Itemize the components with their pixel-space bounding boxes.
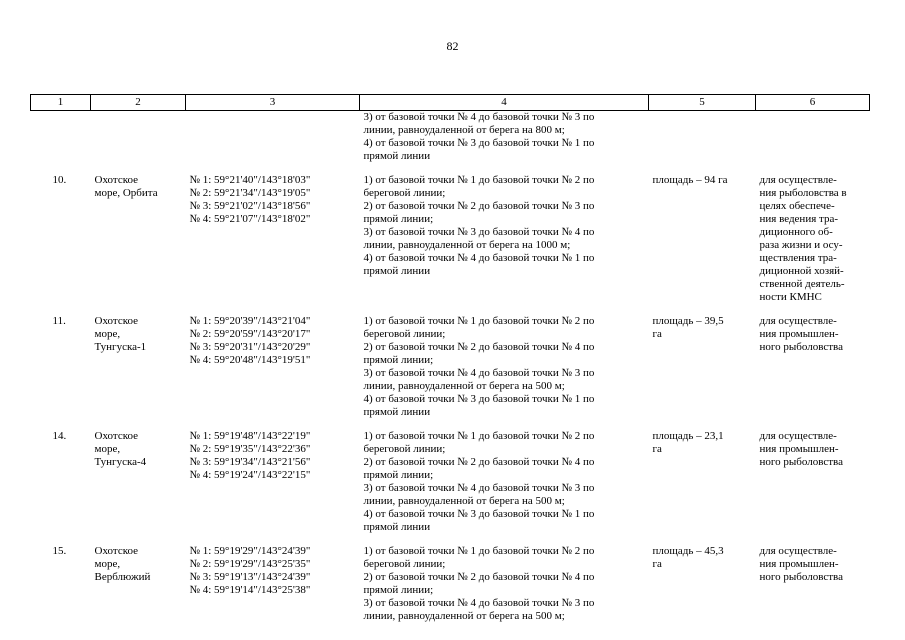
- text-line: 4) от базовой точки № 3 до базовой точки № 1 по: [363, 137, 595, 149]
- continuation-row: [31, 111, 870, 164]
- header-col-1: 1: [31, 95, 91, 111]
- text-line: площадь – 94 га: [652, 174, 728, 186]
- text-line: № 1: 59°19'48"/143°22'19": [189, 430, 311, 442]
- text-line: 1) от базовой точки № 1 до базовой точки № 2 по: [363, 545, 595, 557]
- text-line: га: [652, 443, 662, 455]
- text-line: № 1: 59°21'40"/143°18'03": [189, 174, 311, 186]
- text-line: ного рыболовства: [759, 571, 843, 583]
- text-line: диционного об-: [759, 226, 833, 238]
- text-line: Верблюжий: [94, 571, 151, 583]
- text-line: № 2: 59°19'29"/143°25'35": [189, 558, 311, 570]
- text-line: береговой линии;: [363, 187, 446, 199]
- boundary-description: [360, 304, 649, 419]
- text-line: линии, равноудаленной от берега на 800 м;: [363, 124, 565, 136]
- row-number: [31, 534, 91, 623]
- text-line: Охотское: [94, 545, 139, 557]
- text-line: Охотское: [94, 315, 139, 327]
- area-name: [91, 163, 186, 304]
- text-line: линии, равноудаленной от берега на 1000 м;: [363, 239, 571, 251]
- text-line: 1) от базовой точки № 1 до базовой точки № 2 по: [363, 174, 595, 186]
- text-line: для осуществле-: [759, 545, 837, 557]
- area-name: [91, 534, 186, 623]
- table-row: [31, 163, 870, 304]
- text-line: 1) от базовой точки № 1 до базовой точки № 2 по: [363, 315, 595, 327]
- text-line: 4) от базовой точки № 3 до базовой точки № 1 по: [363, 393, 595, 405]
- text-line: прямой линии: [363, 265, 431, 277]
- text-line: ществления тра-: [759, 252, 837, 264]
- base-point-coordinates: [186, 163, 360, 304]
- text-line: море,: [94, 443, 121, 455]
- text-line: линии, равноудаленной от берега на 500 м;: [363, 610, 565, 622]
- text-line: прямой линии: [363, 406, 431, 418]
- text-line: целях обеспече-: [759, 200, 835, 212]
- text-line: 2) от базовой точки № 2 до базовой точки № 4 по: [363, 341, 595, 353]
- text-line: ного рыболовства: [759, 456, 843, 468]
- text-line: № 4: 59°21'07"/143°18'02": [189, 213, 311, 225]
- table-header-row: [31, 95, 870, 111]
- text-line: прямой линии;: [363, 213, 434, 225]
- text-line: 2) от базовой точки № 2 до базовой точки № 4 по: [363, 456, 595, 468]
- text-line: 3) от базовой точки № 4 до базовой точки № 3 по: [363, 482, 595, 494]
- text-line: прямой линии: [363, 150, 431, 162]
- base-point-coordinates: [186, 304, 360, 419]
- text-line: 15.: [52, 545, 67, 557]
- text-line: № 4: 59°19'14"/143°25'38": [189, 584, 311, 596]
- text-line: 10.: [52, 174, 67, 186]
- boundary-description: [360, 534, 649, 623]
- text-line: № 2: 59°21'34"/143°19'05": [189, 187, 311, 199]
- text-line: Тунгуска-1: [94, 341, 147, 353]
- text-line: береговой линии;: [363, 328, 446, 340]
- text-line: ности КМНС: [759, 291, 822, 303]
- text-line: линии, равноудаленной от берега на 500 м;: [363, 380, 565, 392]
- text-line: 3) от базовой точки № 4 до базовой точки № 3 по: [363, 367, 595, 379]
- area-size: [649, 419, 756, 534]
- text-line: ния промышлен-: [759, 328, 839, 340]
- table-row: [31, 534, 870, 623]
- text-line: береговой линии;: [363, 443, 446, 455]
- text-line: диционной хозяй-: [759, 265, 844, 277]
- text-line: ния промышлен-: [759, 558, 839, 570]
- row-number: [31, 419, 91, 534]
- area-name: [91, 419, 186, 534]
- text-line: Тунгуска-4: [94, 456, 147, 468]
- text-line: море,: [94, 328, 121, 340]
- text-line: № 2: 59°20'59"/143°20'17": [189, 328, 311, 340]
- text-line: 3) от базовой точки № 4 до базовой точки № 3 по: [363, 111, 595, 123]
- area-size: [649, 163, 756, 304]
- text-line: № 3: 59°19'13"/143°24'39": [189, 571, 311, 583]
- text-line: для осуществле-: [759, 174, 837, 186]
- text-line: № 4: 59°19'24"/143°22'15": [189, 469, 311, 481]
- text-line: 3) от базовой точки № 3 до базовой точки № 4 по: [363, 226, 595, 238]
- area-size: [649, 534, 756, 623]
- text-line: 2) от базовой точки № 2 до базовой точки № 3 по: [363, 200, 595, 212]
- text-line: ния рыболовства в: [759, 187, 847, 199]
- usage-purpose: [756, 534, 870, 623]
- boundary-description: [360, 419, 649, 534]
- area-name: [91, 304, 186, 419]
- text-line: № 2: 59°19'35"/143°22'36": [189, 443, 311, 455]
- text-line: № 3: 59°20'31"/143°20'29": [189, 341, 311, 353]
- text-line: ственной деятель-: [759, 278, 845, 290]
- area-size: [649, 304, 756, 419]
- text-line: площадь – 23,1: [652, 430, 724, 442]
- page-number: 82: [446, 39, 459, 53]
- text-line: море, Орбита: [94, 187, 158, 199]
- text-line: море,: [94, 558, 121, 570]
- continuation-boundary: [360, 111, 649, 164]
- usage-purpose: [756, 304, 870, 419]
- row-number: [31, 163, 91, 304]
- text-line: прямой линии: [363, 521, 431, 533]
- base-point-coordinates: [186, 419, 360, 534]
- text-line: 4) от базовой точки № 3 до базовой точки № 1 по: [363, 508, 595, 520]
- usage-purpose: [756, 419, 870, 534]
- text-line: для осуществле-: [759, 430, 837, 442]
- text-line: площадь – 39,5: [652, 315, 724, 327]
- text-line: для осуществле-: [759, 315, 837, 327]
- table-row: [31, 419, 870, 534]
- text-line: ния ведения тра-: [759, 213, 838, 225]
- text-line: № 4: 59°20'48"/143°19'51": [189, 354, 311, 366]
- fishing-areas-table: [30, 94, 870, 623]
- header-col-5: 5: [649, 95, 756, 111]
- text-line: 14.: [52, 430, 67, 442]
- header-col-4: 4: [360, 95, 649, 111]
- text-line: прямой линии;: [363, 354, 434, 366]
- text-line: га: [652, 328, 662, 340]
- row-number: [31, 304, 91, 419]
- boundary-description: [360, 163, 649, 304]
- header-col-6: 6: [756, 95, 870, 111]
- table-row: [31, 304, 870, 419]
- text-line: прямой линии;: [363, 584, 434, 596]
- text-line: линии, равноудаленной от берега на 500 м;: [363, 495, 565, 507]
- text-line: 1) от базовой точки № 1 до базовой точки № 2 по: [363, 430, 595, 442]
- text-line: прямой линии;: [363, 469, 434, 481]
- text-line: площадь – 45,3: [652, 545, 724, 557]
- text-line: № 1: 59°20'39"/143°21'04": [189, 315, 311, 327]
- text-line: № 1: 59°19'29"/143°24'39": [189, 545, 311, 557]
- text-line: 11.: [52, 315, 66, 327]
- text-line: № 3: 59°21'02"/143°18'56": [189, 200, 311, 212]
- header-col-3: 3: [186, 95, 360, 111]
- text-line: 4) от базовой точки № 4 до базовой точки № 1 по: [363, 252, 595, 264]
- header-col-2: 2: [91, 95, 186, 111]
- usage-purpose: [756, 163, 870, 304]
- text-line: береговой линии;: [363, 558, 446, 570]
- base-point-coordinates: [186, 534, 360, 623]
- text-line: Охотское: [94, 430, 139, 442]
- text-line: 2) от базовой точки № 2 до базовой точки № 4 по: [363, 571, 595, 583]
- text-line: ния промышлен-: [759, 443, 839, 455]
- text-line: ного рыболовства: [759, 341, 843, 353]
- text-line: Охотское: [94, 174, 139, 186]
- text-line: раза жизни и осу-: [759, 239, 843, 251]
- text-line: га: [652, 558, 662, 570]
- text-line: 3) от базовой точки № 4 до базовой точки № 3 по: [363, 597, 595, 609]
- text-line: № 3: 59°19'34"/143°21'56": [189, 456, 311, 468]
